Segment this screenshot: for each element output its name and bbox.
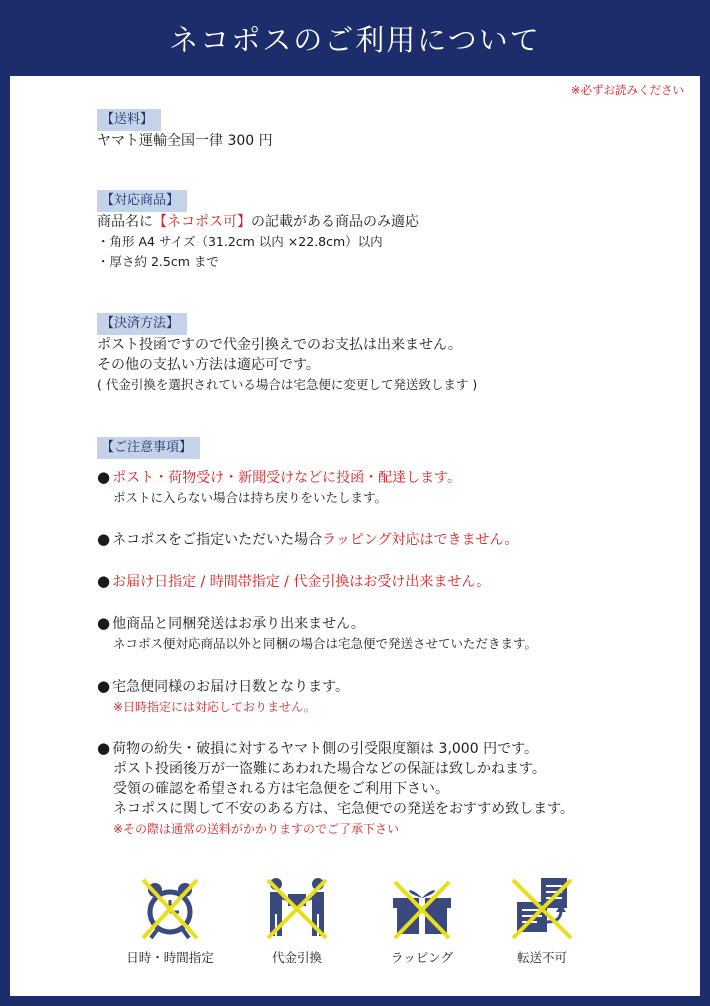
- notes-tag: 【ご注意事項】: [97, 437, 200, 459]
- note-item-3: [97, 571, 687, 592]
- cash-on-delivery-icon: [262, 876, 332, 942]
- bullet-icon: ●: [97, 572, 111, 590]
- note-item-6: [97, 738, 687, 839]
- products-tag: 【対応商品】: [97, 190, 187, 212]
- gift-wrapping-icon: [387, 876, 457, 942]
- icon-label-cod: 代金引換: [271, 950, 322, 965]
- note-item-5: [97, 676, 687, 717]
- note-6-text: 荷物の紛失・破損に対するヤマト側の引受限度額は 3,000 円です。: [112, 741, 538, 757]
- note-3-text: お届け日指定 / 時間帯指定 / 代金引換はお受け出来ません。: [112, 574, 491, 590]
- shipping-fee-text: ヤマト運輸全国一律 300 円: [97, 133, 273, 149]
- shipping-tag: 【送料】: [97, 109, 161, 131]
- note-1-text: ポスト・荷物受け・新聞受けなどに投函・配達します。: [112, 470, 461, 486]
- note-item-2: [97, 529, 687, 550]
- bullet-icon: ●: [97, 677, 111, 695]
- products-text-post: の記載がある商品のみ適応: [251, 214, 419, 230]
- icon-item-cod: [242, 876, 352, 966]
- page-header: [0, 0, 710, 76]
- products-text-pre: 商品名に: [97, 214, 153, 230]
- shipping-section: [97, 108, 687, 151]
- bullet-icon: ●: [97, 614, 111, 632]
- note-6-line-3: 受領の確認を希望される方は宅急便をご利用下さい。: [113, 781, 449, 797]
- page-title: ネコポスのご利用について: [169, 22, 541, 57]
- must-read-note: ※必ずお読みください: [570, 83, 684, 97]
- products-section: [97, 189, 687, 272]
- note-4-text: 他商品と同梱発送はお承り出来ません。: [112, 616, 365, 632]
- payment-tag: 【決済方法】: [97, 313, 187, 335]
- note-item-1: [97, 467, 687, 508]
- icon-item-datetime: [115, 876, 225, 966]
- note-5-sub: ※日時指定には対応しておりません。: [113, 700, 316, 714]
- notes-section: [97, 436, 687, 459]
- alarm-clock-icon: [135, 876, 205, 942]
- payment-line-1: ポスト投函ですので代金引換えでのお支払は出来ません。: [97, 337, 462, 353]
- icon-label-datetime: 日時・時間指定: [126, 950, 214, 965]
- bullet-icon: ●: [97, 468, 111, 486]
- bullet-icon: ●: [97, 739, 111, 757]
- note-2-text: ネコポスをご指定いただいた場合: [112, 532, 323, 548]
- icon-label-wrapping: ラッピング: [390, 950, 453, 965]
- note-6-sub: ※その際は通常の送料がかかりますのでご了承下さい: [113, 822, 400, 836]
- products-thickness-limit: ・厚さ約 2.5cm まで: [97, 254, 219, 269]
- note-6-line-2: ポスト投函後万が一盗難にあわれた場合などの保証は致しかねます。: [113, 761, 546, 777]
- nekopos-ok-label: 【ネコポス可】: [153, 214, 251, 230]
- note-4-sub: ネコポス便対応商品以外と同梱の場合は宅急便で発送させていただきます。: [113, 636, 538, 651]
- icon-item-wrapping: [367, 876, 477, 966]
- note-6-line-4: ネコポスに関して不安のある方は、宅急便での発送をおすすめ致します。: [113, 801, 575, 817]
- products-size-limit: ・角形 A4 サイズ（31.2cm 以内 ×22.8cm）以内: [97, 234, 383, 249]
- unavailable-services-row: [97, 876, 617, 976]
- bullet-icon: ●: [97, 530, 111, 548]
- payment-line-2: その他の支払い方法は適応可です。: [97, 357, 320, 373]
- products-line-1: [97, 212, 687, 232]
- note-2-red: ラッピング対応はできません。: [322, 532, 519, 548]
- note-5-text: 宅急便同様のお届け日数となります。: [112, 679, 349, 695]
- forwarding-icon: [507, 876, 577, 942]
- content-panel: [10, 76, 700, 996]
- payment-line-3: ( 代金引換を選択されている場合は宅急便に変更して発送致します ): [97, 377, 478, 392]
- note-1-sub: ポストに入らない場合は持ち戻りをいたします。: [113, 490, 388, 505]
- icon-label-forwarding: 転送不可: [516, 950, 567, 965]
- payment-section: [97, 312, 687, 395]
- icon-item-forwarding: [487, 876, 597, 966]
- note-item-4: [97, 613, 687, 654]
